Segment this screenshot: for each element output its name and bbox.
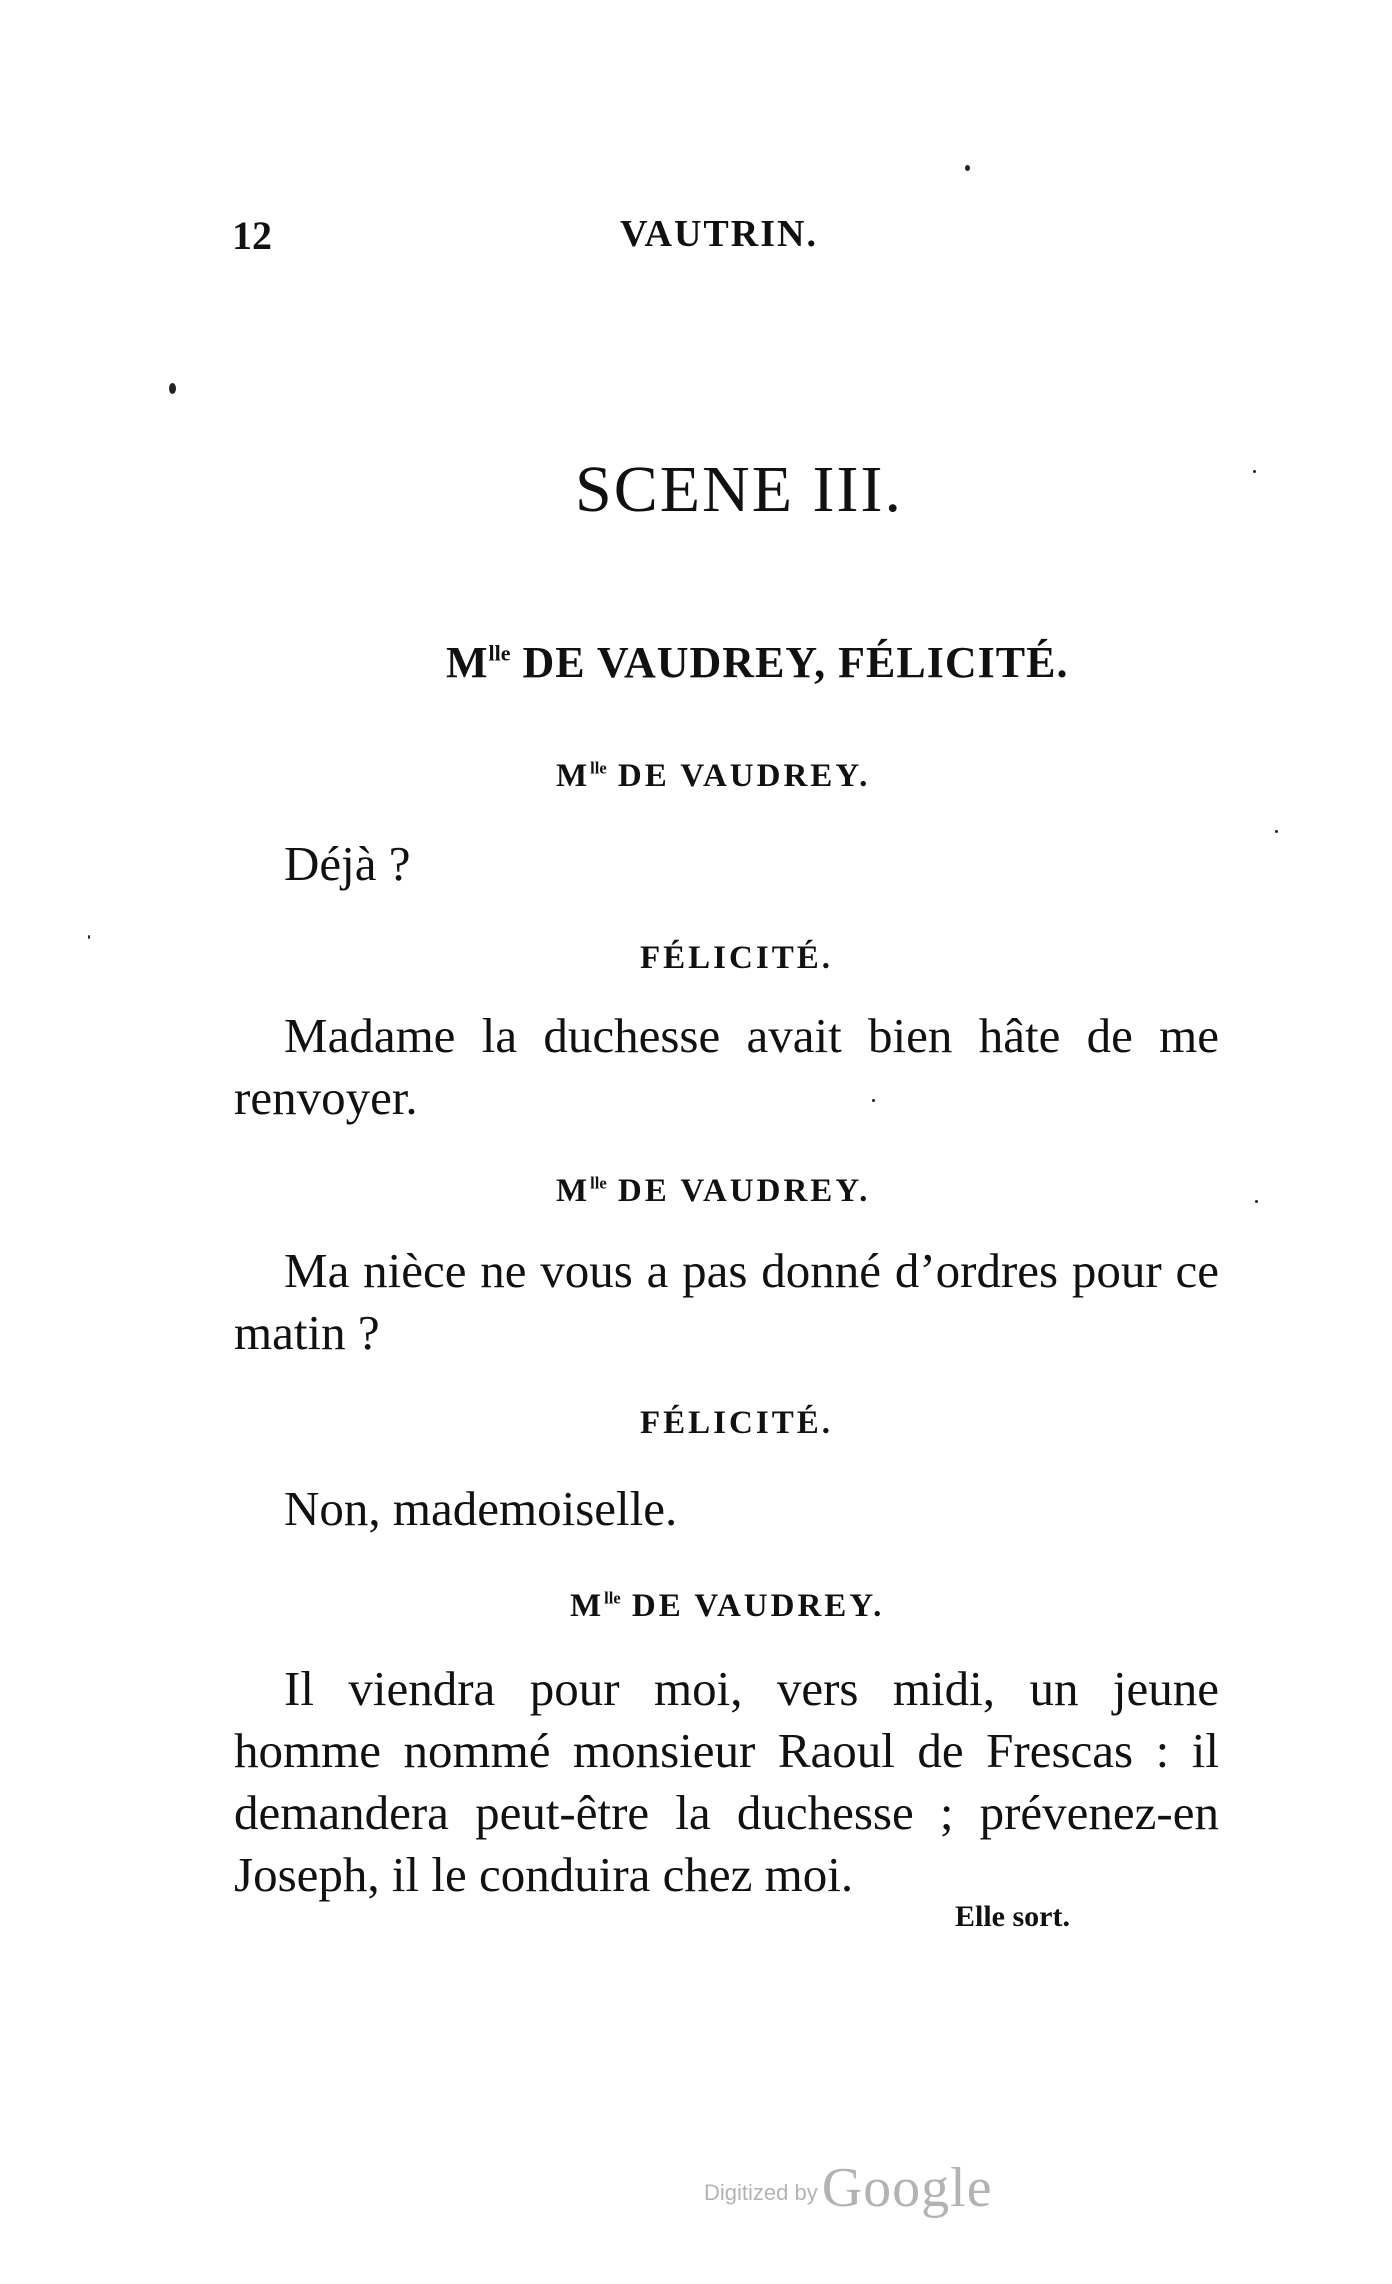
- speaker-label: [570, 1588, 884, 1625]
- speech-text: Déjà ?: [284, 836, 411, 891]
- speech-text: Non, mademoiselle.: [284, 1481, 678, 1536]
- speech-text: Il viendra pour moi, vers midi, un jeune homme nommé monsieur Raoul de Frescas : il demandera peut-être la duchesse ; prévenez-en Joseph, il le conduira chez moi.: [234, 1661, 1219, 1902]
- scan-speck: [1253, 470, 1256, 473]
- speaker-label: [556, 758, 870, 795]
- scan-speck: [88, 935, 90, 939]
- cast-superscript: lle: [488, 640, 511, 666]
- cast-prefix: M: [446, 638, 489, 687]
- speech-text: Madame la duchesse avait bien hâte de me renvoyer.: [234, 1008, 1219, 1125]
- speaker-superscript: lle: [604, 1588, 621, 1608]
- scan-speck: [169, 383, 176, 394]
- scan-speck: [1255, 1200, 1258, 1203]
- speaker-prefix: M: [570, 1588, 605, 1624]
- speaker-label: FÉLICITÉ.: [640, 940, 833, 976]
- cast-list: [446, 637, 1068, 688]
- scan-speck: [872, 1099, 875, 1102]
- speaker-superscript: lle: [590, 1173, 607, 1193]
- scene-title: SCENE III.: [575, 453, 903, 526]
- speaker-superscript: lle: [590, 758, 607, 778]
- running-title: VAUTRIN.: [620, 213, 818, 255]
- speaker-prefix: M: [556, 758, 591, 794]
- speaker-prefix: M: [556, 1173, 591, 1209]
- stage-direction: Elle sort.: [955, 1900, 1070, 1933]
- watermark-prefix: Digitized by: [704, 2180, 818, 2205]
- speaker-name: DE VAUDREY.: [620, 1588, 885, 1624]
- cast-names: DE VAUDREY, FÉLICITÉ.: [510, 638, 1069, 687]
- scan-speck: [1275, 830, 1278, 833]
- speaker-name: DE VAUDREY.: [606, 1173, 871, 1209]
- scan-speck: [965, 165, 970, 171]
- digitized-watermark: [704, 2156, 993, 2220]
- speaker-label: FÉLICITÉ.: [640, 1405, 833, 1441]
- speech-text: Ma nièce ne vous a pas donné d’ordres pour ce matin ?: [234, 1243, 1219, 1360]
- page-number: 12: [232, 213, 272, 258]
- google-logo: Google: [821, 2157, 993, 2219]
- speaker-label: [556, 1173, 870, 1210]
- speaker-name: DE VAUDREY.: [606, 758, 871, 794]
